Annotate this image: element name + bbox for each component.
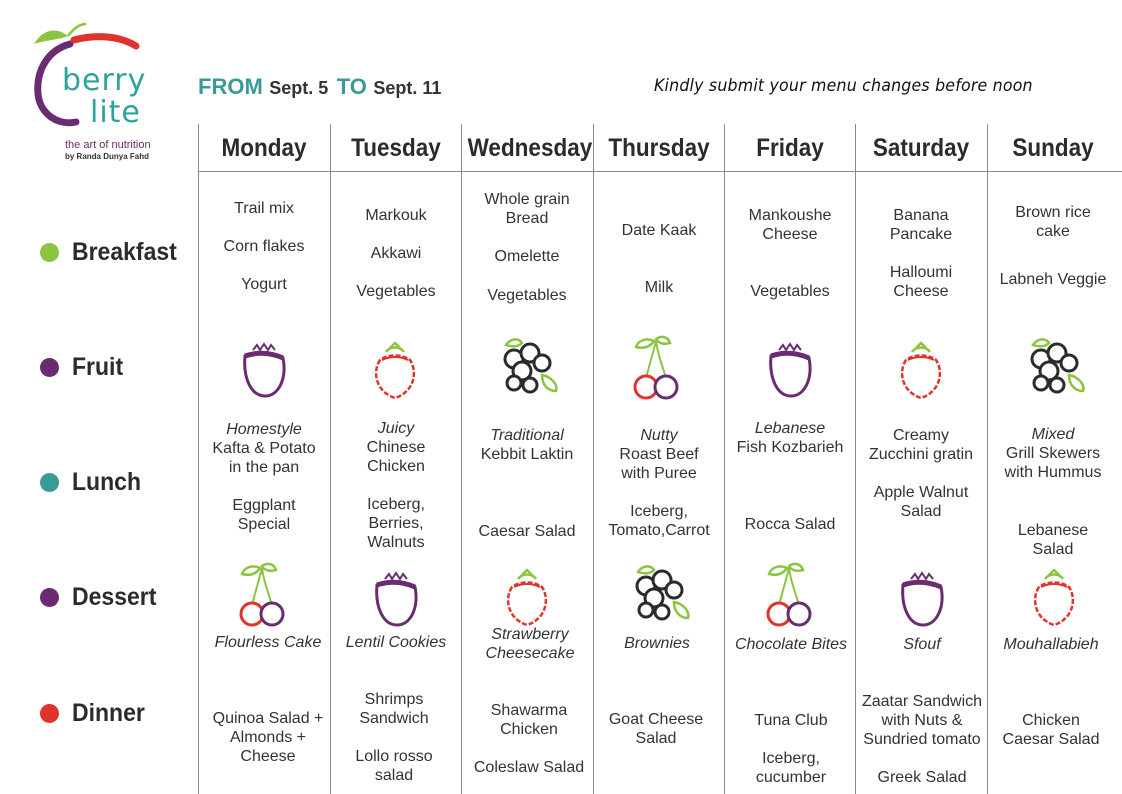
grapes-icon [1019,333,1089,403]
menu-item: Vegetables [356,283,436,300]
menu-item: Rocca Salad [744,516,836,533]
dinner-dot-icon [40,704,59,723]
breakfast-cell-friday [724,206,856,301]
day-header-wednesday: Wednesday [467,134,593,162]
menu-item: Roast Beef [619,446,699,463]
menu-item: Trail mix [234,200,294,217]
menu-item: cake [1036,223,1070,240]
row-label-text: Breakfast [72,238,177,266]
dish-style: Mixed [1031,426,1075,443]
day-header-monday: Monday [221,134,307,162]
menu-change-notice: Kindly submit your menu changes before noon [654,76,1033,96]
grapes-icon [492,333,562,403]
dish-style: Traditional [490,427,564,444]
dish-style: Nutty [640,427,678,444]
lunch-cell-saturday [855,426,987,521]
lunch-dot-icon [40,473,59,492]
row-label-text: Dessert [72,583,157,611]
menu-item: Markouk [365,207,427,224]
breakfast-cell-saturday [855,206,987,301]
dessert-cell-saturday [856,635,988,654]
menu-item: Corn flakes [223,238,305,255]
menu-item: Tuna Club [754,712,828,729]
fig-icon [361,565,431,635]
lunch-cell-wednesday [461,426,593,541]
lunch-cell-sunday [987,425,1119,559]
cherries-icon [757,560,827,630]
menu-item: with Nuts & [881,712,963,729]
menu-item: Kebbit Laktin [480,446,574,463]
to-date: Sept. 11 [373,78,442,98]
menu-item: Mouhallabieh [1003,636,1099,653]
menu-item: Eggplant [232,497,296,514]
menu-item: with Hummus [1004,464,1102,481]
menu-item: Brown rice [1015,204,1091,221]
row-label-breakfast [40,238,186,267]
menu-item: Flourless Cake [214,634,322,651]
menu-item: Iceberg, [762,750,820,767]
menu-item: Chicken [367,458,425,475]
row-label-text: Fruit [72,353,124,381]
menu-item: Banana [893,207,949,224]
menu-item: Fish Kozbarieh [736,439,844,456]
menu-item: Cheese [240,748,296,765]
day-header-tuesday: Tuesday [351,134,441,162]
menu-item: Sandwich [359,710,429,727]
brand-logo [28,18,178,168]
lunch-cell-friday [724,419,856,534]
dessert-cell-sunday [985,635,1117,654]
menu-item: Iceberg, [367,496,425,513]
menu-item: Almonds + [229,729,307,746]
dish-style: Homestyle [226,421,302,438]
raspberry-icon [360,338,430,408]
menu-item: Pancake [889,226,953,243]
fig-icon [229,336,299,406]
menu-item: Cheese [893,283,949,300]
menu-item: Brownies [624,635,690,652]
menu-item: Greek Salad [877,769,967,786]
menu-item: Cheesecake [485,645,575,662]
menu-item: Lebanese [1017,522,1089,539]
to-label: TO [336,74,367,99]
dessert-dot-icon [40,588,59,607]
menu-item: cucumber [755,769,827,786]
menu-item: Shrimps [364,691,424,708]
menu-item: with Puree [621,465,697,482]
menu-item: Creamy [892,427,949,444]
menu-item: Sfouf [903,636,941,653]
brand-word-berry: berry [62,63,147,98]
breakfast-cell-tuesday [330,206,462,301]
menu-item: Walnuts [367,534,425,551]
dinner-cell-wednesday [463,701,595,777]
menu-item: Sundried tomato [863,731,981,748]
breakfast-dot-icon [40,243,59,262]
menu-item: Whole grain [484,191,570,208]
day-header-sunday: Sunday [1012,134,1094,162]
cherries-icon [230,560,300,630]
menu-item: Cheese [762,226,818,243]
dish-style: Lebanese [754,420,826,437]
menu-item: Berries, [368,515,424,532]
menu-item: Kafta & Potato [212,440,316,457]
menu-item: Caesar Salad [1002,731,1100,748]
menu-item: Salad [900,503,942,520]
dinner-cell-thursday [590,710,722,748]
date-range [198,74,445,100]
menu-item: Yogurt [241,276,287,293]
menu-item: Chicken [1022,712,1080,729]
menu-item: Zucchini gratin [868,446,974,463]
fig-icon [887,565,957,635]
menu-item: Labneh Veggie [999,271,1107,288]
fruit-dot-icon [40,358,59,377]
menu-item: Zaatar Sandwich [861,693,983,710]
dinner-cell-sunday [985,711,1117,749]
menu-item: Chinese [366,439,426,456]
brand-word-lite: lite [90,95,141,130]
dinner-cell-friday [725,711,857,787]
row-label-text: Lunch [72,468,141,496]
menu-item: Omelette [494,248,560,265]
menu-item: Shawarma [490,702,568,719]
brand-author: by Randa Dunya Fahd [65,152,150,161]
menu-item: Goat Cheese [608,711,704,728]
menu-item: salad [374,767,414,784]
lunch-cell-monday [198,420,330,534]
dessert-cell-tuesday [330,633,462,652]
menu-item: Grill Skewers [1005,445,1101,462]
dessert-cell-wednesday [464,625,596,663]
dinner-cell-monday [202,709,334,766]
breakfast-cell-monday [198,199,330,294]
menu-item: Salad [1032,541,1074,558]
day-header-saturday: Saturday [872,134,970,162]
grapes-icon [624,560,694,630]
breakfast-cell-sunday [987,203,1119,289]
from-date: Sept. 5 [269,78,329,98]
fig-icon [755,336,825,406]
menu-item: Strawberry [491,626,569,643]
menu-item: Bread [505,210,549,227]
dish-style: Juicy [377,420,415,437]
menu-item: Quinoa Salad + [212,710,324,727]
lunch-cell-tuesday [330,419,462,552]
row-label-lunch [40,468,147,497]
lunch-cell-thursday [593,426,725,540]
dinner-cell-tuesday [328,690,460,785]
brand-tagline: the art of nutrition [65,139,151,151]
menu-item: Chocolate Bites [734,636,848,653]
from-label: FROM [198,74,263,99]
breakfast-cell-thursday [593,221,725,297]
menu-item: Lollo rosso [355,748,433,765]
menu-item: Halloumi [889,264,953,281]
raspberry-icon [1019,565,1089,635]
row-label-fruit [40,353,128,382]
menu-item: Date Kaak [621,222,697,239]
menu-item: Milk [644,279,674,296]
menu-item: Mankoushe [748,207,832,224]
menu-item: Vegetables [750,283,830,300]
row-label-dessert [40,583,164,612]
menu-item: in the pan [228,459,300,476]
raspberry-icon [886,338,956,408]
cherries-icon [624,333,694,403]
menu-item: Vegetables [487,287,567,304]
breakfast-cell-wednesday [461,190,593,305]
menu-item: Lentil Cookies [345,634,447,651]
menu-item: Tomato,Carrot [608,522,710,539]
menu-item: Caesar Salad [478,523,576,540]
menu-item: Iceberg, [630,503,688,520]
menu-item: Special [237,516,291,533]
dessert-cell-monday [202,633,334,652]
menu-item: Coleslaw Salad [473,759,585,776]
menu-item: Akkawi [370,245,422,262]
day-header-thursday: Thursday [608,134,710,162]
row-label-text: Dinner [72,699,145,727]
menu-item: Apple Walnut [873,484,969,501]
dinner-cell-saturday [856,692,988,787]
dessert-cell-thursday [591,634,723,653]
dessert-cell-friday [725,635,857,654]
row-label-dinner [40,699,151,728]
menu-item: Chicken [500,721,558,738]
day-header-friday: Friday [756,134,824,162]
header-divider [198,171,1122,172]
menu-item: Salad [635,730,677,747]
